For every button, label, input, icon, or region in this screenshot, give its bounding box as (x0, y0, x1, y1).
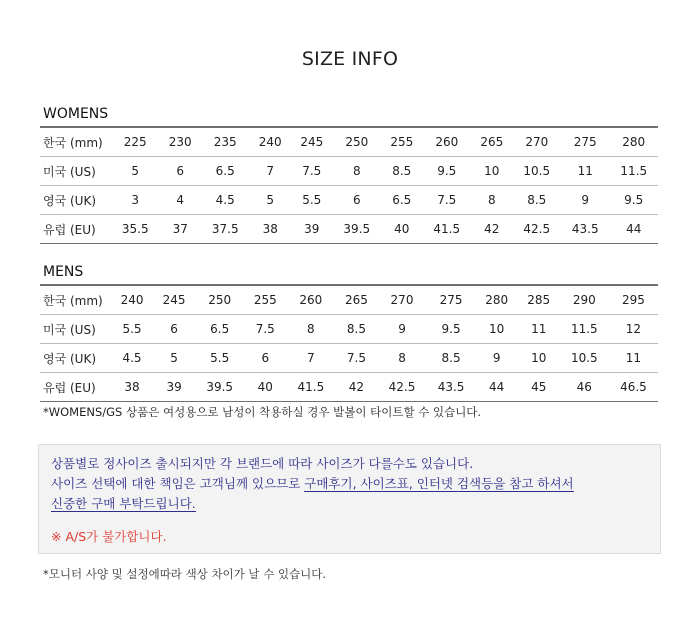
size-cell: 6 (333, 186, 381, 215)
size-row-label: 미국 (US) (40, 315, 111, 344)
size-cell: 7.5 (244, 315, 286, 344)
size-cell: 6 (153, 315, 195, 344)
size-row (40, 285, 658, 315)
size-cell: 225 (111, 127, 159, 157)
size-cell: 9.5 (609, 186, 658, 215)
size-cell: 38 (249, 215, 291, 244)
size-cell: 4 (159, 186, 201, 215)
size-cell: 5.5 (111, 315, 153, 344)
size-cell: 8.5 (513, 186, 561, 215)
size-cell: 11 (561, 157, 609, 186)
size-cell: 5 (249, 186, 291, 215)
size-cell: 255 (244, 285, 286, 315)
size-cell: 270 (377, 285, 426, 315)
size-cell: 44 (609, 215, 658, 244)
size-row (40, 127, 658, 157)
size-cell: 235 (201, 127, 249, 157)
size-cell: 5 (153, 344, 195, 373)
size-cell: 5.5 (195, 344, 244, 373)
size-cell: 3 (111, 186, 159, 215)
size-cell: 240 (249, 127, 291, 157)
size-cell: 44 (476, 373, 518, 402)
size-cell: 42 (335, 373, 377, 402)
size-cell: 8 (333, 157, 381, 186)
size-row-label: 영국 (UK) (40, 344, 111, 373)
size-cell: 8 (471, 186, 513, 215)
size-cell: 260 (423, 127, 471, 157)
size-cell: 8 (377, 344, 426, 373)
size-cell: 9.5 (423, 157, 471, 186)
size-row-label: 미국 (US) (40, 157, 111, 186)
size-cell: 250 (195, 285, 244, 315)
size-cell: 45 (518, 373, 560, 402)
size-cell: 43.5 (561, 215, 609, 244)
mens-table-body (40, 285, 658, 402)
size-cell: 42.5 (377, 373, 426, 402)
mens-size-table (40, 284, 658, 402)
size-cell: 4.5 (201, 186, 249, 215)
size-cell: 230 (159, 127, 201, 157)
size-cell: 39.5 (195, 373, 244, 402)
notice-line-1: 상품별로 정사이즈 출시되지만 각 브랜드에 따라 사이즈가 다를수도 있습니다. (51, 456, 474, 471)
size-cell: 4.5 (111, 344, 153, 373)
size-cell: 11.5 (609, 157, 658, 186)
notice-line-3-underlined: 신중한 구매 부탁드립니다. (51, 496, 196, 511)
size-cell: 38 (111, 373, 153, 402)
size-cell: 275 (427, 285, 476, 315)
size-cell: 9.5 (427, 315, 476, 344)
size-cell: 280 (476, 285, 518, 315)
size-cell: 11.5 (560, 315, 609, 344)
size-cell: 5 (111, 157, 159, 186)
size-cell: 285 (518, 285, 560, 315)
size-cell: 250 (333, 127, 381, 157)
womens-gs-note: *WOMENS/GS 상품은 여성용으로 남성이 착용하실 경우 발볼이 타이트할 수 있습니다. (43, 405, 482, 419)
size-cell: 37.5 (201, 215, 249, 244)
size-cell: 265 (335, 285, 377, 315)
size-cell: 6.5 (195, 315, 244, 344)
size-row (40, 157, 658, 186)
size-cell: 12 (609, 315, 658, 344)
size-cell: 5.5 (291, 186, 333, 215)
womens-heading: WOMENS (43, 106, 109, 122)
size-cell: 41.5 (286, 373, 335, 402)
size-cell: 8 (286, 315, 335, 344)
size-cell: 7.5 (423, 186, 471, 215)
monitor-color-footnote: *모니터 사양 및 설정에따라 색상 차이가 날 수 있습니다. (43, 567, 327, 581)
size-cell: 7 (286, 344, 335, 373)
size-cell: 46.5 (609, 373, 658, 402)
size-row (40, 315, 658, 344)
size-cell: 10.5 (560, 344, 609, 373)
size-cell: 10.5 (513, 157, 561, 186)
size-cell: 275 (561, 127, 609, 157)
size-row-label: 한국 (mm) (40, 285, 111, 315)
size-cell: 41.5 (423, 215, 471, 244)
size-cell: 270 (513, 127, 561, 157)
womens-table-body (40, 127, 658, 244)
size-cell: 37 (159, 215, 201, 244)
size-cell: 245 (153, 285, 195, 315)
size-cell: 10 (476, 315, 518, 344)
size-cell: 8.5 (381, 157, 423, 186)
notice-line-3 (51, 494, 196, 512)
size-cell: 245 (291, 127, 333, 157)
size-cell: 40 (244, 373, 286, 402)
size-cell: 8.5 (335, 315, 377, 344)
size-cell: 9 (377, 315, 426, 344)
size-cell: 240 (111, 285, 153, 315)
size-cell: 42 (471, 215, 513, 244)
size-cell: 295 (609, 285, 658, 315)
mens-heading: MENS (43, 264, 84, 280)
notice-line-2-prefix: 사이즈 선택에 대한 책임은 고객님께 있으므로 (51, 476, 301, 491)
size-cell: 6 (244, 344, 286, 373)
size-cell: 9 (476, 344, 518, 373)
size-cell: 43.5 (427, 373, 476, 402)
womens-size-table (40, 126, 658, 244)
notice-line-2 (51, 474, 574, 492)
size-cell: 39 (153, 373, 195, 402)
size-cell: 42.5 (513, 215, 561, 244)
size-row (40, 215, 658, 244)
size-row (40, 186, 658, 215)
size-cell: 35.5 (111, 215, 159, 244)
notice-line-2-underlined: 구매후기, 사이즈표, 인터넷 검색등을 참고 하셔서 (304, 476, 574, 491)
size-row (40, 373, 658, 402)
notice-box (38, 444, 661, 554)
size-cell: 6.5 (381, 186, 423, 215)
size-cell: 39 (291, 215, 333, 244)
size-cell: 6.5 (201, 157, 249, 186)
size-cell: 8.5 (427, 344, 476, 373)
size-cell: 10 (471, 157, 513, 186)
size-cell: 11 (518, 315, 560, 344)
size-cell: 39.5 (333, 215, 381, 244)
size-row-label: 유럽 (EU) (40, 373, 111, 402)
size-cell: 9 (561, 186, 609, 215)
page-title: SIZE INFO (301, 48, 399, 70)
size-cell: 7.5 (291, 157, 333, 186)
size-cell: 11 (609, 344, 658, 373)
size-row-label: 영국 (UK) (40, 186, 111, 215)
size-cell: 40 (381, 215, 423, 244)
size-cell: 6 (159, 157, 201, 186)
size-cell: 7.5 (335, 344, 377, 373)
size-row-label: 한국 (mm) (40, 127, 111, 157)
size-cell: 280 (609, 127, 658, 157)
size-row (40, 344, 658, 373)
size-cell: 10 (518, 344, 560, 373)
size-cell: 290 (560, 285, 609, 315)
size-cell: 255 (381, 127, 423, 157)
size-row-label: 유럽 (EU) (40, 215, 111, 244)
size-cell: 46 (560, 373, 609, 402)
size-cell: 260 (286, 285, 335, 315)
size-cell: 265 (471, 127, 513, 157)
as-warning: ※ A/S가 불가합니다. (51, 529, 167, 544)
size-cell: 7 (249, 157, 291, 186)
